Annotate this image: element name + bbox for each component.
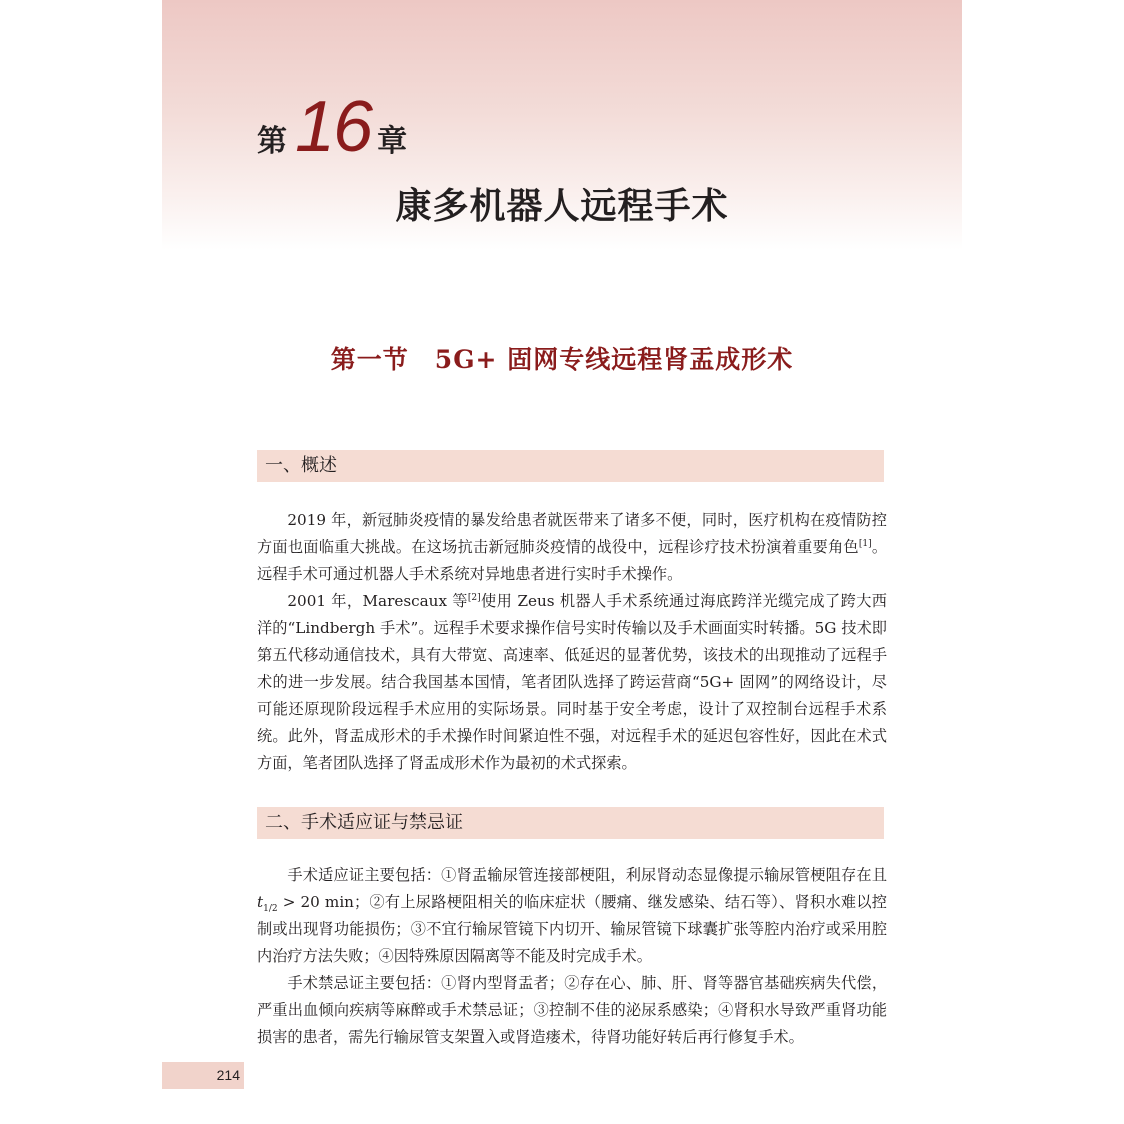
paragraph-text: 手术适应证主要包括：①肾盂输尿管连接部梗阻，利尿肾动态显像提示输尿管梗阻存在且 <box>287 866 887 884</box>
section-label: 第一节 <box>330 345 409 374</box>
chapter-number <box>257 86 407 166</box>
paragraph-text: 2019 年，新冠肺炎疫情的暴发给患者就医带来了诸多不便，同时，医疗机构在疫情防控方面也面临重大挑战。在这场抗击新冠肺炎疫情的战役中，远程诊疗技术扮演着重要角色 <box>257 511 887 556</box>
paragraph <box>257 970 887 1051</box>
indications-body <box>257 862 887 1051</box>
section-title-text: 5G+ 固网专线远程肾盂成形术 <box>434 345 794 374</box>
paragraph <box>257 507 887 588</box>
paragraph <box>257 588 887 777</box>
page-number: 214 <box>162 1062 244 1089</box>
book-page <box>162 0 962 1124</box>
citation: [1] <box>858 538 872 549</box>
paragraph-text: 2001 年，Marescaux 等 <box>287 592 468 610</box>
chapter-number-digits: 16 <box>295 87 372 167</box>
section-title <box>162 340 962 376</box>
chapter-suffix: 章 <box>377 124 408 159</box>
paragraph <box>257 862 887 970</box>
overview-body <box>257 507 887 777</box>
variable-t: t <box>257 893 264 911</box>
paragraph-text: > 20 min；②有上尿路梗阻相关的临床症状（腰痛、继发感染、结石等）、肾积水难以控制或出现肾功能损伤；③不宜行输尿管镜下内切开、输尿管镜下球囊扩张等腔内治疗或采用腔内治疗方法失败；④因特殊原因隔离等不能及时完成手术。 <box>257 893 887 965</box>
subheading-overview: 一、概述 <box>257 450 884 482</box>
paragraph-text: 。远程手术可通过机器人手术系统对异地患者进行实时手术操作。 <box>257 538 888 583</box>
paragraph-text: 手术禁忌证主要包括：①肾内型肾盂者；②存在心、肺、肝、肾等器官基础疾病失代偿，严重出血倾向疾病等麻醉或手术禁忌证；③控制不佳的泌尿系感染；④肾积水导致严重肾功能损害的患者，需先行输尿管支架置入或肾造瘘术，待肾功能好转后再行修复手术。 <box>257 974 887 1046</box>
subheading-indications: 二、手术适应证与禁忌证 <box>257 807 884 839</box>
citation: [2] <box>467 592 481 603</box>
chapter-title: 康多机器人远程手术 <box>395 186 729 227</box>
variable-subscript: 1/2 <box>263 904 278 915</box>
chapter-prefix: 第 <box>257 124 287 159</box>
paragraph-text: 使用 Zeus 机器人手术系统通过海底跨洋光缆完成了跨大西洋的“Lindbergh 手术”。远程手术要求操作信号实时传输以及手术画面实时转播。5G 技术即第五代移动通信技术，具有大带宽、高速率、低延迟的显著优势，该技术的出现推动了远程手术的进一步发展。结合我国基本国情，笔者团队选择了跨运营商“5G+ 固网”的网络设计，尽可能还原现阶段远程手术应用的实际场景。同时基于安全考虑，设计了双控制台远程手术系统。此外，肾盂成形术的手术操作时间紧迫性不强，对远程手术的延迟包容性好，因此在术式方面，笔者团队选择了肾盂成形术作为最初的术式探索。 <box>257 592 887 772</box>
